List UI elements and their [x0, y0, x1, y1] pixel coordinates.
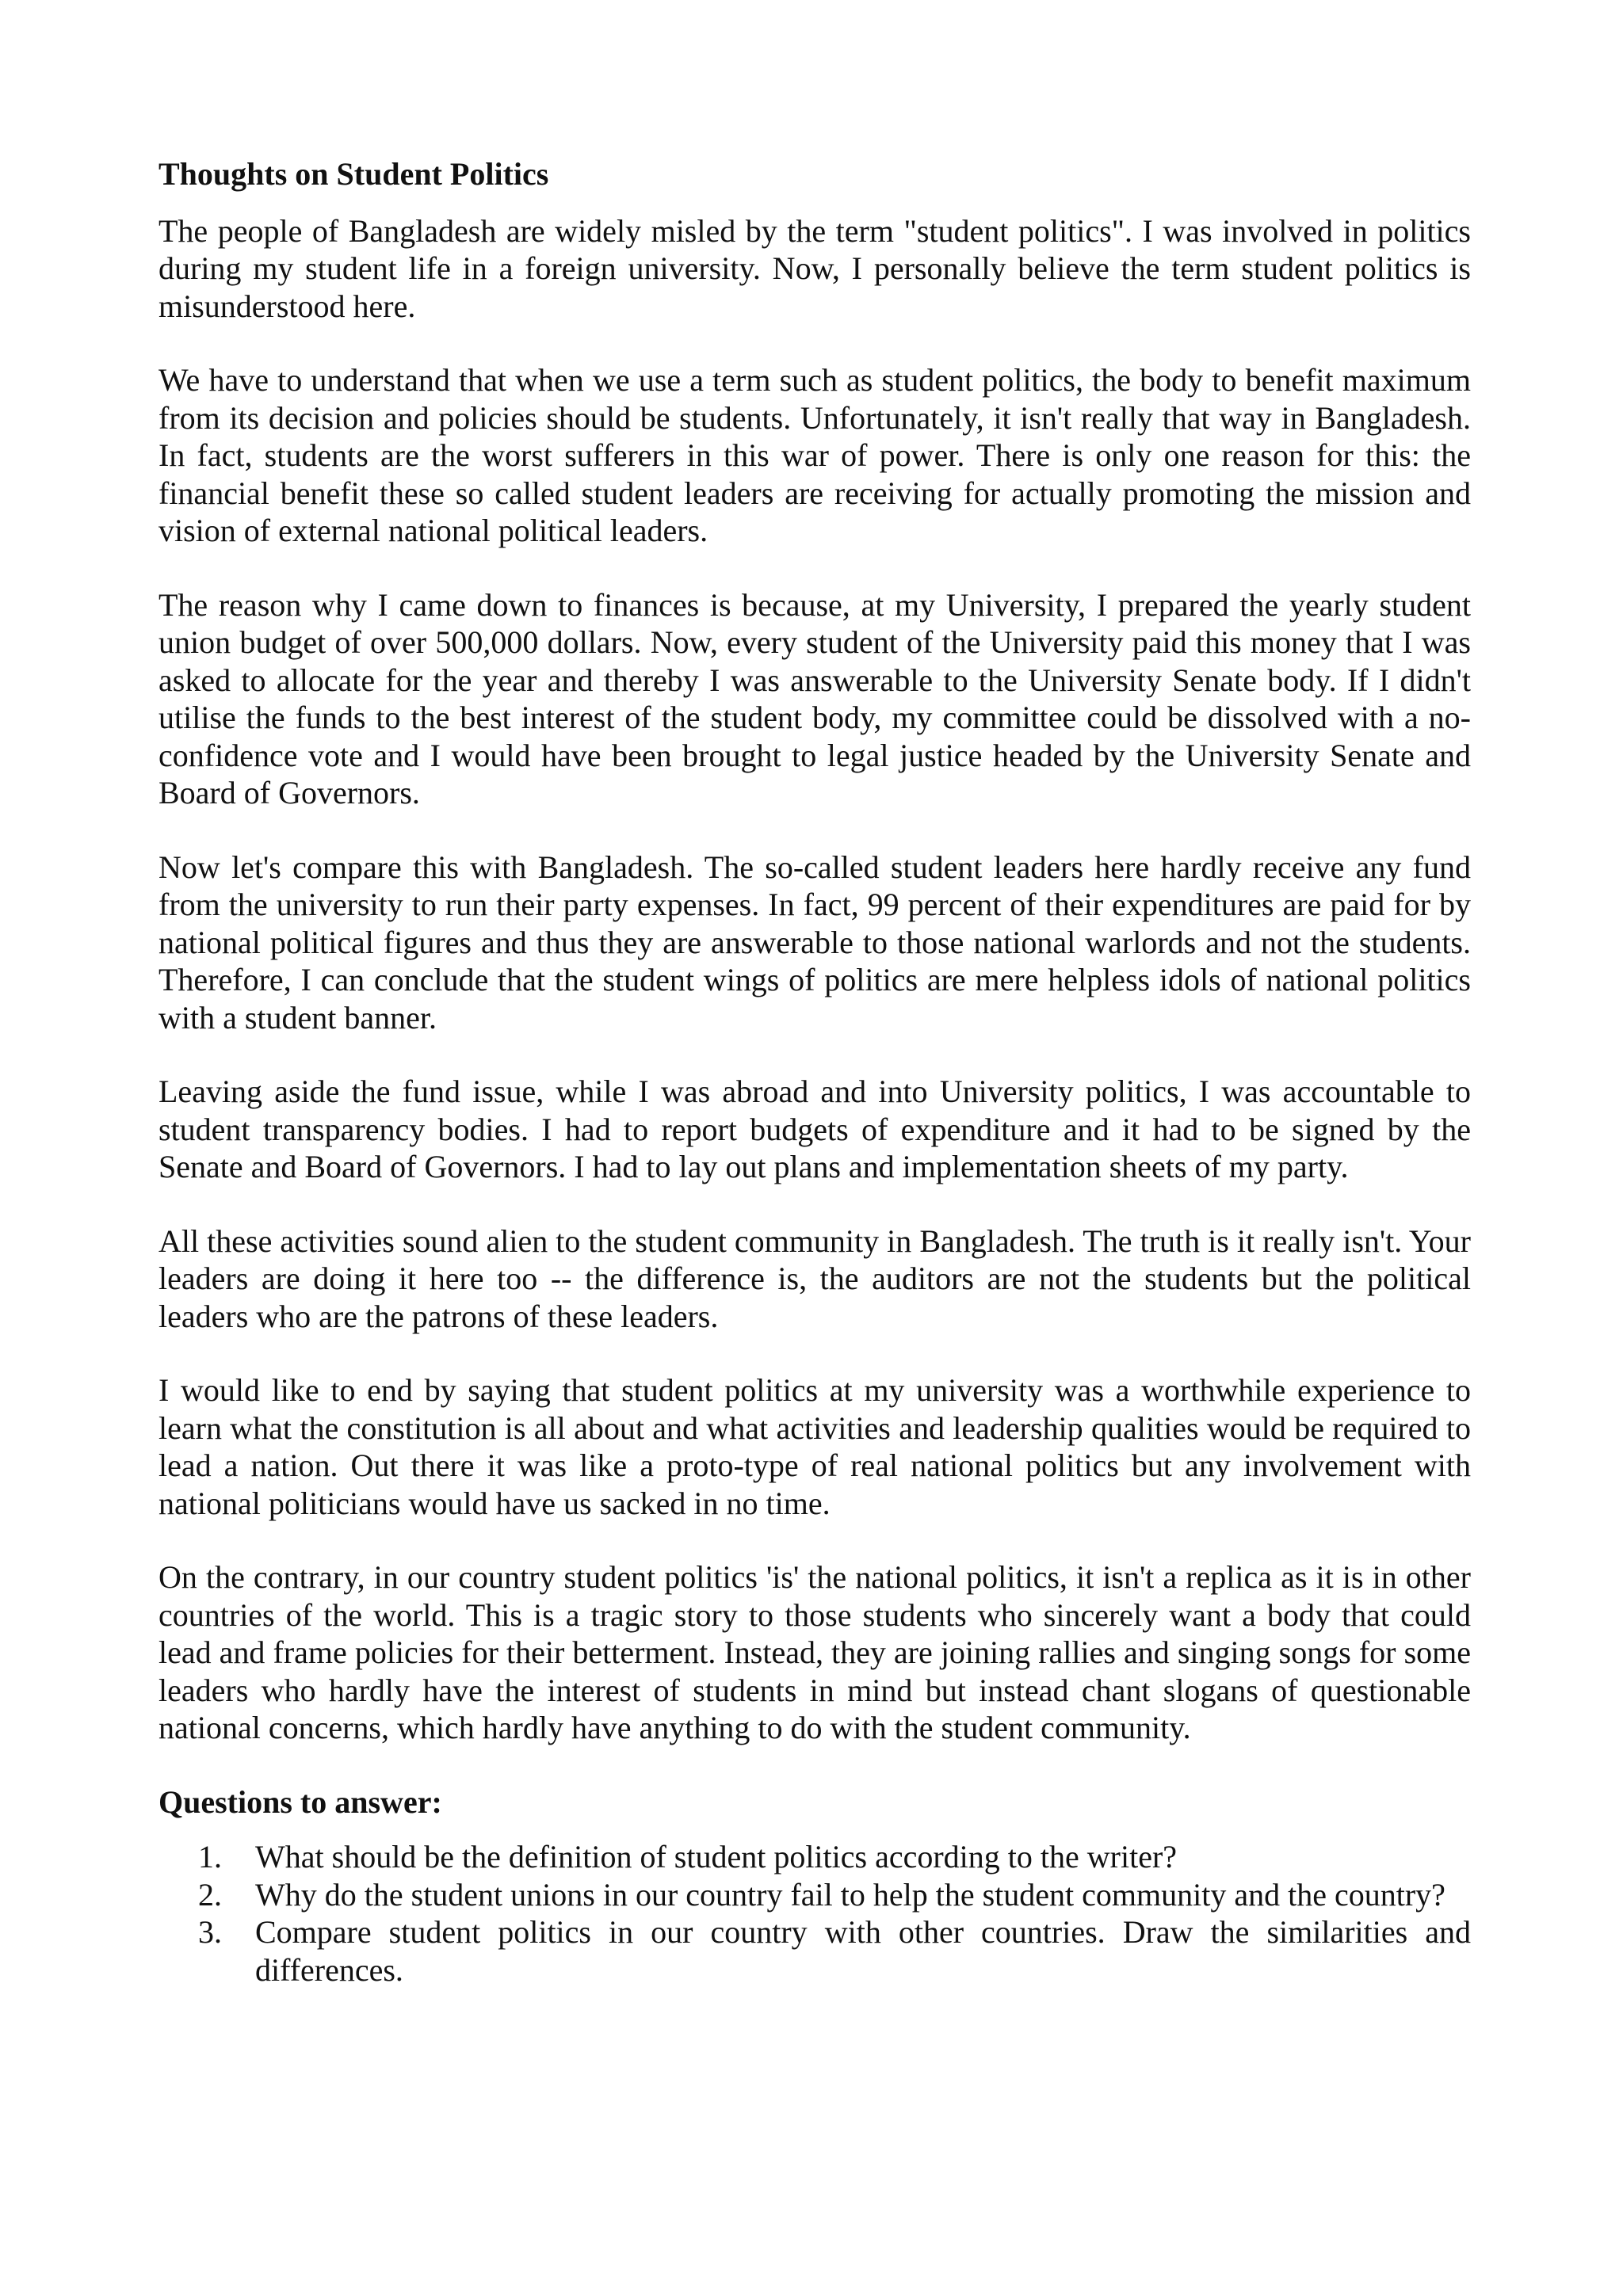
- document-title: Thoughts on Student Politics: [158, 156, 549, 192]
- question-text: What should be the definition of student politics according to the writer?: [255, 1839, 1178, 1875]
- paragraph-4: Now let's compare this with Bangladesh. The so-called student leaders here hardly receive any fund from the university to run their party expenses. In fact, 99 percent of their expenditures are paid for by national political figures and thus they are answerable to those national warlords and not the students. Therefore, I can conclude that the student wings of politics are mere helpless idols of national politics with a student banner.: [158, 849, 1471, 1035]
- question-text: Why do the student unions in our country fail to help the student community and the country?: [255, 1876, 1445, 1913]
- questions-heading: Questions to answer:: [158, 1783, 442, 1820]
- question-text: Compare student politics in our country with other countries. Draw the similarities and differences.: [255, 1914, 1471, 1988]
- question-number: 3.: [198, 1914, 222, 1950]
- paragraph-1: The people of Bangladesh are widely misled by the term "student politics". I was involved in politics during my student life in a foreign university. Now, I personally believe the term student politics is misunderstood here.: [158, 212, 1471, 324]
- question-number: 1.: [198, 1839, 222, 1875]
- paragraph-8: On the contrary, in our country student politics 'is' the national politics, it isn't a replica as it is in other countries of the world. This is a tragic story to those students who sincerely want a body that could lead and frame policies for their betterment. Instead, they are joining rallies and singing songs for some leaders who hardly have the interest of students in mind but instead chant slogans of questionable national concerns, which hardly have anything to do with the student community.: [158, 1559, 1471, 1745]
- questions-list: [158, 1838, 1471, 1989]
- question-item: [158, 1876, 1471, 1914]
- question-item: [158, 1838, 1471, 1876]
- question-item: [158, 1913, 1471, 1989]
- paragraph-2: We have to understand that when we use a term such as student politics, the body to benefit maximum from its decision and policies should be students. Unfortunately, it isn't really that way in Bangladesh. In fact, students are the worst sufferers in this war of power. There is only one reason for this: the financial benefit these so called student leaders are receiving for actually promoting the mission and vision of external national political leaders.: [158, 362, 1471, 548]
- document-page: [158, 155, 1471, 1989]
- paragraph-6: All these activities sound alien to the student community in Bangladesh. The truth is it really isn't. Your leaders are doing it here too -- the difference is, the auditors are not the students but the political leaders who are the patrons of these leaders.: [158, 1222, 1471, 1334]
- paragraph-3: The reason why I came down to finances is because, at my University, I prepared the yearly student union budget of over 500,000 dollars. Now, every student of the University paid this money that I was asked to allocate for the year and thereby I was answerable to the University Senate body. If I didn't utilise the funds to the best interest of the student body, my committee could be dissolved with a no-confidence vote and I would have been brought to legal justice headed by the University Senate and Board of Governors.: [158, 586, 1471, 810]
- question-number: 2.: [198, 1876, 222, 1913]
- paragraph-7: I would like to end by saying that student politics at my university was a worthwhile experience to learn what the constitution is all about and what activities and leadership qualities would be required to lead a nation. Out there it was like a proto-type of real national politics but any involvement with national politicians would have us sacked in no time.: [158, 1372, 1471, 1521]
- paragraph-5: Leaving aside the fund issue, while I was abroad and into University politics, I was accountable to student transparency bodies. I had to report budgets of expenditure and it had to be signed by the Senate and Board of Governors. I had to lay out plans and implementation sheets of my party.: [158, 1074, 1471, 1184]
